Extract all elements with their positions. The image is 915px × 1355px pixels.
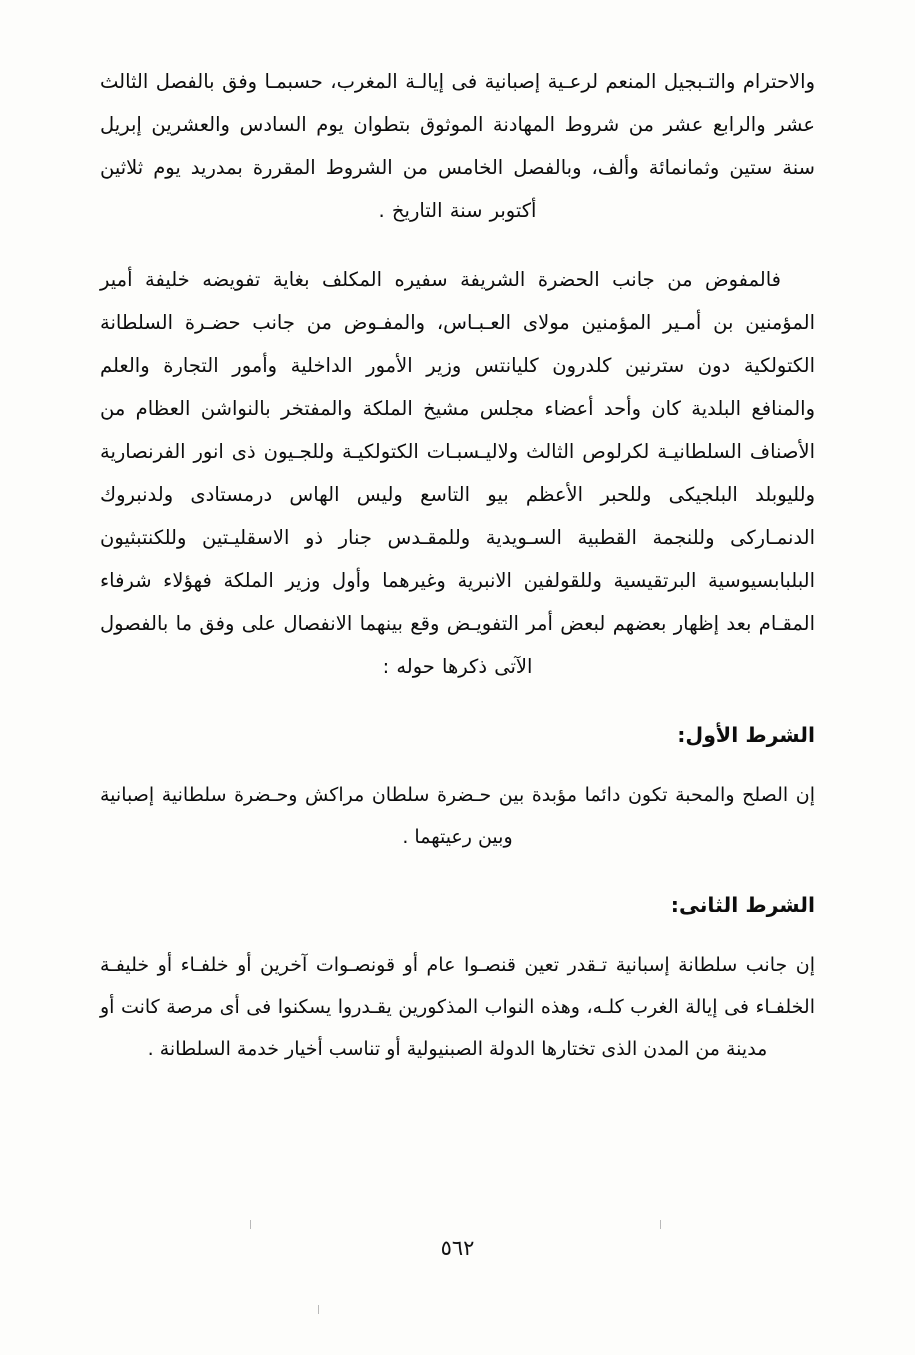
section-heading-second-condition: الشرط الثانى: <box>670 893 815 917</box>
paragraph-1: والاحترام والتـبجيل المنعم لرعـية إصبانية فى إيالـة المغرب، حسبمـا وفق بالفصل الثالث عشر والرابع عشر من شروط المهادنة الموثوق بتطوان يوم السادس والعشرين إبريل سنة ستين وثمانمائة وألف، وبالفصل الخامس من الشروط المقررة بمدريد يوم ثلاثين أكتوبر سنة التاريخ . <box>100 70 815 222</box>
section-body-first-condition: إن الصلح والمحبة تكون دائما مؤبدة بين حـضرة سلطان مراكش وحـضرة سلطانية إصبانية وبين رعيتهما . <box>100 784 815 848</box>
section-heading-first-condition: الشرط الأول: <box>677 723 815 747</box>
page-content <box>100 60 815 1092</box>
print-tick-mark-left <box>250 1220 251 1229</box>
paragraph-2: فالمفوض من جانب الحضرة الشريفة سفيره المكلف بغاية تفويضه خليفة أمير المؤمنين بن أمـير المؤمنين مولاى العـبـاس، والمفـوض من جانب حضـرة السلطانة الكتولكية دون سترنين كلدرون كليانتس وزير الأمور الداخلية وأمور التجارة والعلم والمنافع البلدية كان وأحد أعضاء مجلس مشيخ الملكة والمفتخر بالنواشن العظام من الأصناف السلطانيـة لكرلوص الثالث ولاليـسبـات الكتولكيـة وللجـيون ذى انور الفرنصارية ولليوبلد البلجيكى وللحبر الأعظم بيو التاسع وليس الهاس درمستادى ولدنبروك الدنمـاركى وللنجمة القطبية السـويدية وللمقـدس جنار ذو الاسقليـتين وللكنتبثيون البلبابسيوسية البرتقيسية وللقولفين الانبرية وغيرهما وأول وزير الملكة فهؤلاء شرفاء المقـام بعد إظهار بعضهم لبعض أمر التفويـض وقع بينهما الانفصال على وفق ما بالفصول الآتى ذكرها حوله : <box>100 268 815 678</box>
page-number: ٥٦٢ <box>440 1236 475 1260</box>
print-tick-mark-right <box>660 1220 661 1229</box>
section-body-second-condition: إن جانب سلطانة إسبانية تـقدر تعين قنصـوا عام أو قونصـوات آخرين أو خلفـاء أو خليفـة الخلفـاء فى إيالة الغرب كلـه، وهذه النواب المذكورين يقـدروا يسكنوا فى أى مرصة كانت أو مدينة من المدن الذى تختارها الدولة الصبنيولية أو تناسب أخيار خدمة السلطانة . <box>100 954 815 1060</box>
print-tick-mark-bottom <box>318 1305 319 1314</box>
